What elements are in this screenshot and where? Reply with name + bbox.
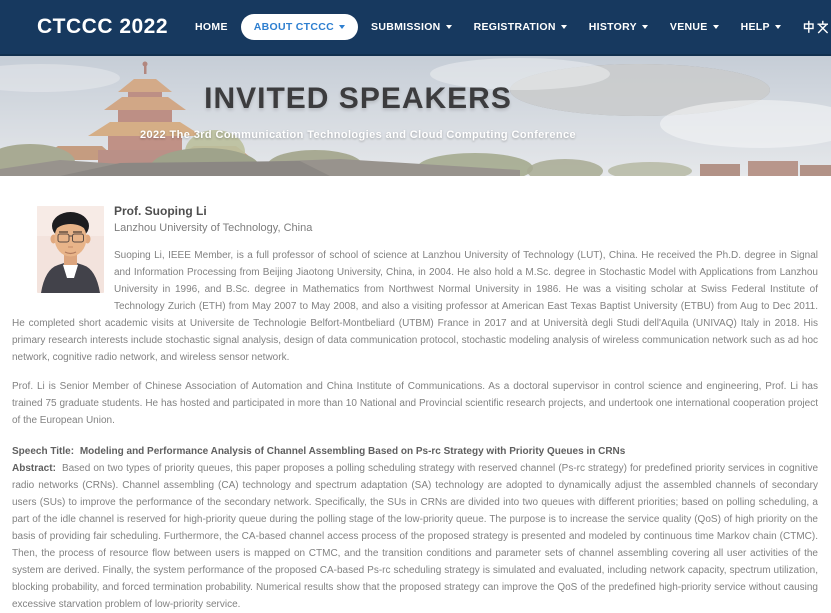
nav-item-label: ABOUT CTCCC [253,21,335,33]
nav-item-label: REGISTRATION [473,21,556,33]
nav-item-label: HISTORY [588,21,637,33]
speaker-header [12,203,818,237]
top-navbar [0,0,831,56]
speaker-section [0,176,831,613]
nav-item-submission[interactable] [362,14,461,40]
nav-item-label: HELP [740,21,770,33]
speaker-affiliation: Lanzhou University of Technology, China [114,222,313,234]
nav-item-venue[interactable] [661,14,728,40]
nav-item-home[interactable] [186,14,237,40]
abstract-paragraph [12,460,818,613]
site-logo[interactable]: CTCCC 2022 [37,15,169,38]
nav-item-label: SUBMISSION [371,21,441,33]
nav-item-history[interactable] [580,14,657,40]
nav-item-label: VENUE [669,21,708,33]
chevron-down-icon [775,25,781,29]
chevron-down-icon [713,25,719,29]
chevron-down-icon [642,25,648,29]
chevron-down-icon [561,25,567,29]
nav-item-registration[interactable] [465,14,576,40]
speaker-name: Prof. Suoping Li [114,204,207,218]
nav-item-about-ctccc[interactable] [241,14,358,40]
hero-banner [0,56,831,176]
speaker-bio-paragraph-1: Suoping Li, IEEE Member, is a full professor of school of science at Lanzhou University of Technology (LUT), China. He received the Ph.D. degree in Signal and Information Processing from Beijing Jiaotong University, China, in 2004. He also hold a M.Sc. degree in Stochastic Model with Applications from Lanzhou University in 1996, and B.Sc. degree in Mathematics from Northwest Normal University in 1986. He was a visiting scholar at Swiss Federal Institute of Technology Zurich (ETH) from May 2007 to May 2008, and also a visiting professor at American East Texas Baptist University (ETBU) from Aug to Dec 2011. He completed short academic visits at Universite de Technologie Belfort-Montbeliard (UTBM) France in 2017 and at Università degli Studi dell'Aquila (UNIVAQ) Italy in 2018. His primary research interests include stochastic signal analysis, design of data communication protocol, stochastic modeling analysis of wireless communication network such as ad hoc network, cognitive radio network, and wireless sensor network. [12,250,818,363]
speaker-bio-paragraph-2: Prof. Li is Senior Member of Chinese Association of Automation and China Institute of Communications. As a doctoral supervisor in control science and engineering, Prof. Li has trained 75 graduate students. He has hosted and participated in more than 10 National and Provincial scientific research projects, and undertook one international cooperation project of the European Union. [12,381,818,426]
main-menu [184,13,831,41]
chevron-down-icon [446,25,452,29]
speech-title-label: Speech Title: [12,446,75,457]
nav-item-label: HOME [195,21,228,33]
speech-title-text: Modeling and Performance Analysis of Channel Assembling Based on Ps-rc Strategy with Priority Queues in CRNs [79,446,626,457]
page-title: INVITED SPEAKERS [204,82,512,115]
chevron-down-icon [339,25,345,29]
hero-text-block [0,82,716,141]
chinese-language-icon [803,20,830,34]
nav-item-help[interactable] [732,14,790,40]
abstract-label: Abstract: [12,463,56,474]
nav-item-language-chinese[interactable] [794,13,831,41]
speaker-photo [37,206,104,293]
abstract-text: Based on two types of priority queues, this paper proposes a polling scheduling strategy with reserved channel (Ps-rc strategy) for predefined priority services in cognitive radio networks (CRNs). Channel assembling (CA) technology and spectrum adaptation (SA) technology are adopted to dynamically adjust the assembled channels of secondary users (SUs) to improve the performance of the secondary network. Specifically, the SUs in CRNs are divided into two queues with different priorities; based on polling scheduling, a part of the idle channel is reserved for high-priority queue during the polling stage of the low-priority queue. The purpose is to increase the service quality (QoS) of high priority on the basis of providing fair scheduling. Furthermore, the CA-based channel access process of the proposed strategy is presented and modeled by continuous time Markov chain (CTMC). Then, the process of resource flow between users is mapped on CTMC, and the transition conditions and parameter sets of channel assembling covering all user activities of the system are derived. Finally, the system performance of the proposed CA-based Ps-rc scheduling strategy is simulated and evaluated, including network capacity, spectrum utilization, blocking probability, and forced termination probability. Numerical results show that the proposed strategy can improve the QoS of the predefined high-priority service without causing excessive starvation problem of low-priority service. [12,463,819,610]
hero-subtitle: 2022 The 3rd Communication Technologies and Cloud Computing Conference [139,129,577,141]
speech-title-line [12,443,818,460]
